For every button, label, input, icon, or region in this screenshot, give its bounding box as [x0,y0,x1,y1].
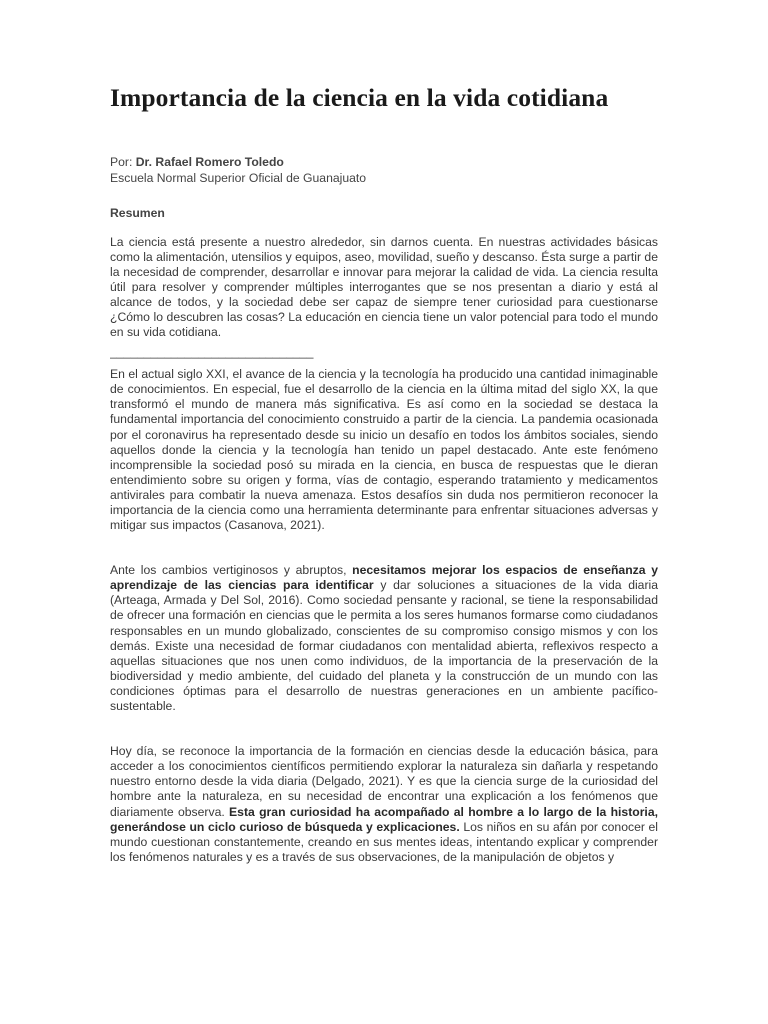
abstract-paragraph: La ciencia está presente a nuestro alrededor, sin darnos cuenta. En nuestras actividades básicas como la alimentación, utensilios y equipos, aseo, movilidad, sueño y descanso. Ésta surge a partir de la necesidad de comprender, desarrollar e innovar para mejorar la calidad de vida. La ciencia resulta útil para resolver y comprender múltiples interrogantes que se nos presentan a diario y está al alcance de todos, y la sociedad debe ser capaz de siempre tener curiosidad para cuestionarse ¿Cómo lo descubren las cosas? La educación en ciencia tiene un valor potencial para todo el mundo en su vida cotidiana. [110,234,658,340]
body-paragraph-1: En el actual siglo XXI, el avance de la ciencia y la tecnología ha producido una cantidad inimaginable de conocimientos. En especial, fue el desarrollo de la ciencia en la última mitad del siglo XX, la que transformó el mundo de manera más significativa. Es así como en la sociedad se destaca la fundamental importancia del conocimiento construido a partir de la ciencia. La pandemia ocasionada por el coronavirus ha representado desde su inicio un desafío en todos los ámbitos sociales, siendo aquellos donde la ciencia y la tecnología han tenido un papel destacado. Ante este fenómeno incomprensible la sociedad posó su mirada en la ciencia, en busca de respuestas que le dieran entendimiento sobre su origen y forma, vías de contagio, esperando tratamiento y medicamentos antivirales para combatir la nueva amenaza. Estos desafíos sin duda nos permitieron reconocer la importancia de la ciencia como una herramienta determinante para enfrentar situaciones adversas y mitigar sus impactos (Casanova, 2021). [110,367,658,533]
body-paragraph-2 [110,563,658,714]
author-name: Dr. Rafael Romero Toledo [135,155,284,169]
paragraph-2-end: y dar soluciones a situaciones de la vida diaria (Arteaga, Armada y Del Sol, 2016). Como sociedad pensante y racional, se tiene la responsabilidad de ofrecer una formación en ciencias que le permita a los seres humanos formarse como ciudadanos responsables en un mundo globalizado, conscientes de su compromiso consigo mismos y con los demás. Existe una necesidad de formar ciudadanos con mentalidad abierta, reflexivos respecto a aquellas situaciones que nos unen como individuos, de la importancia de la preservación de la biodiversidad y medio ambiente, del cuidado del planeta y la construcción de un mundo con las condiciones óptimas para el desarrollo de nuestras generaciones en un ambiente pacífico-sustentable. [110,578,658,714]
byline-prefix: Por: [110,155,136,169]
paragraph-2-start: Ante los cambios vertiginosos y abruptos, [110,563,353,578]
author-line [110,155,658,171]
paragraph-2-emphasis: necesitamos mejorar los espacios de enseñanza y aprendizaje de las ciencias para identificar [110,563,658,593]
byline [110,155,658,186]
paragraph-3-end: Los niños en su afán por conocer el mundo cuestionan constantemente, creando en sus mentes ideas, intentando explicar y comprender los fenómenos naturales y es a través de sus observaciones, de la manipulación de objetos y [110,819,659,864]
paragraph-3-start: Hoy día, se reconoce la importancia de la formación en ciencias desde la educación básica, para acceder a los conocimientos científicos permitiendo explorar la naturaleza sin dañarla y respetando nuestro entorno desde la vida diaria (Delgado, 2021). Y es que la ciencia surge de la curiosidad del hombre ante la naturaleza, en su necesidad de encontrar una explicación a los fenómenos que diariamente observa. [110,744,658,819]
institution-name: Escuela Normal Superior Oficial de Guanajuato [110,170,367,185]
body-paragraph-3 [110,744,658,865]
paragraph-3-emphasis: Esta gran curiosidad ha acompañado al hombre a lo largo de la historia, generándose un ciclo curioso de búsqueda y explicaciones. [110,804,658,834]
document-body [110,82,658,865]
separator-line: ______________________________ [110,345,314,360]
abstract-heading: Resumen [110,206,165,220]
document-title: Importancia de la ciencia en la vida cotidiana [110,83,609,112]
